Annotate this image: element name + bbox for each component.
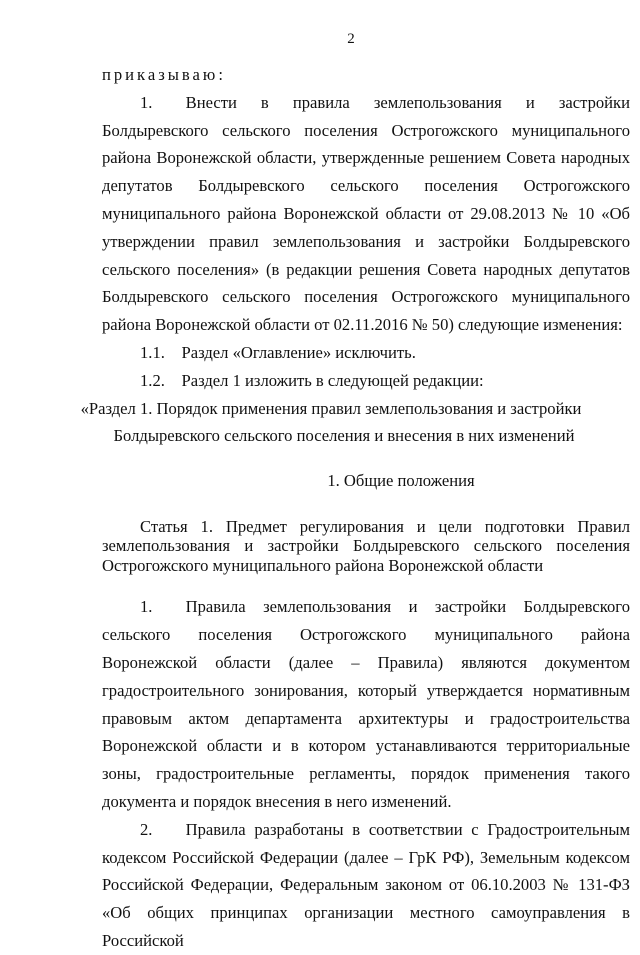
page-number: 2: [347, 31, 355, 47]
paragraph-1-2: 1.2. Раздел 1 изложить в следующей редакции:: [140, 370, 484, 390]
article-1-paragraph-1: 1. Правила землепользования и застройки Болдыревского сельского поселения Острогожского муниципального района Воронежской области (далее – Правила) являются документом градостроительного зонирования, который утверждается нормативным правовым актом департамента архитектуры и градостроительства Воронежской области и в котором устанавливаются территориальные зоны, градостроительные регламенты, порядок применения такого документа и порядок внесения в него изменений.: [102, 597, 630, 812]
paragraph-1-1: 1.1. Раздел «Оглавление» исключить.: [140, 342, 416, 362]
chapter-title: 1. Общие положения: [327, 471, 475, 491]
order-word: приказываю:: [102, 65, 226, 84]
article-1-paragraph-2: 2. Правила разработаны в соответствии с Градостроительным кодексом Российской Федерации (далее – ГрК РФ), Земельным кодексом Российской Федерации, Федеральным законом от 06.10.2003 № 131-ФЗ «Об общих принципах организации местного самоуправления в Российской: [102, 819, 630, 951]
article-title: Статья 1. Предмет регулирования и цели подготовки Правил землепользования и застройки Болдыревского сельского поселения Острогожского муниципального района Воронежской области: [102, 516, 630, 575]
document-body: [80, 61, 630, 955]
section-title-line-1: «Раздел 1. Порядок применения правил землепользования и застройки: [80, 398, 582, 418]
paragraph-1: 1. Внести в правила землепользования и застройки Болдыревского сельского поселения Острогожского муниципального района Воронежской области, утвержденные решением Совета народных депутатов Болдыревского сельского поселения Острогожского муниципального района Воронежской области от 29.08.2013 № 10 «Об утверждении правил землепользования и застройки Болдыревского сельского поселения» (в редакции решения Совета народных депутатов Болдыревского сельского поселения Острогожского муниципального района Воронежской области от 02.11.2016 № 50) следующие изменения:: [102, 92, 630, 335]
section-title-line-2: Болдыревского сельского поселения и внесения в них изменений: [113, 426, 575, 446]
